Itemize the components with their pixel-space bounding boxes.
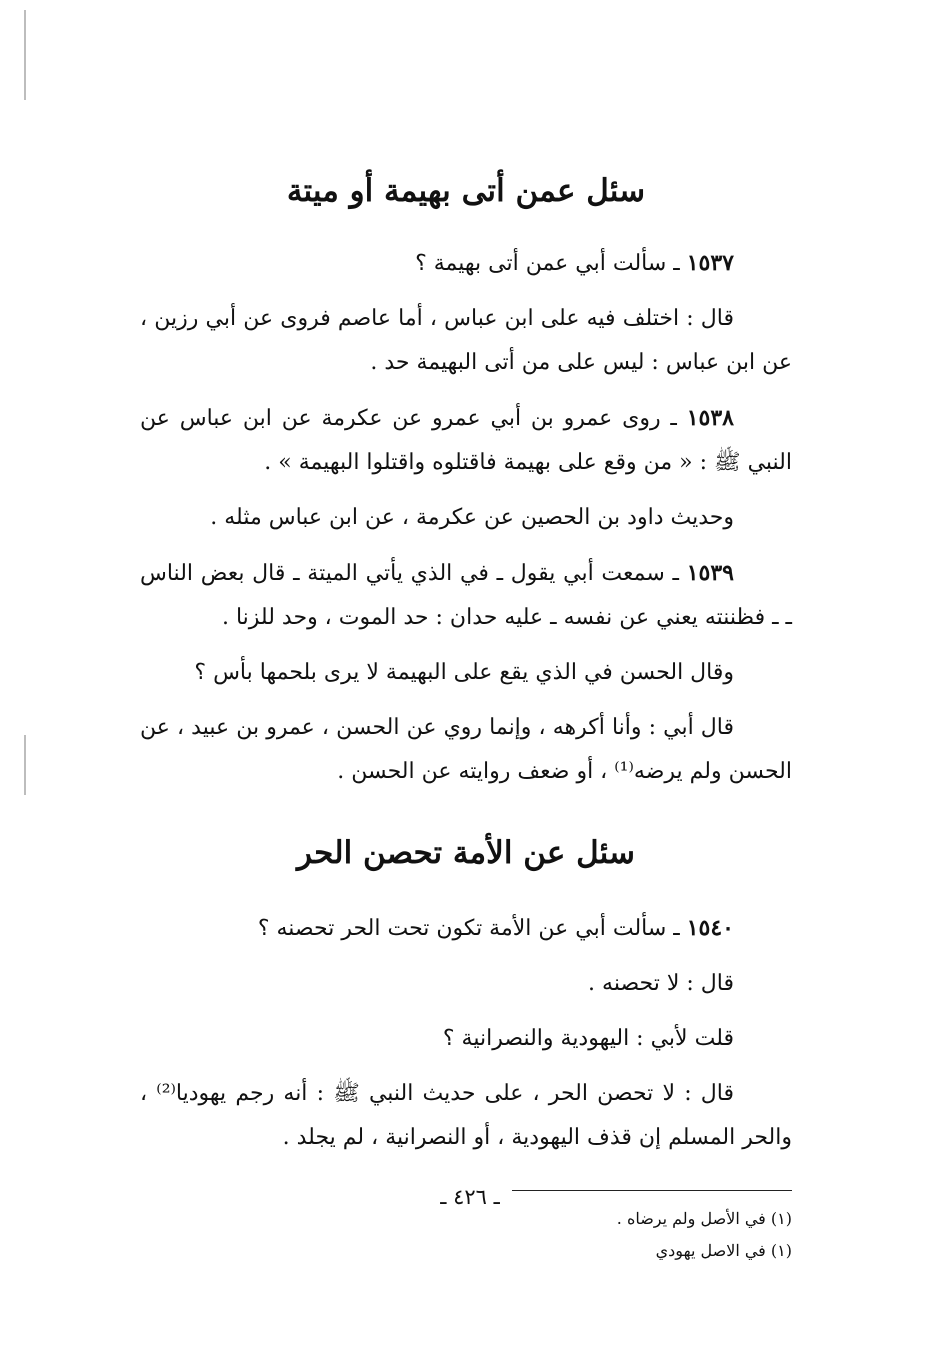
footnote-1: (١) في الأصل ولم يرضاه . [616, 1209, 792, 1228]
paragraph [140, 1017, 792, 1061]
entry-number: ١٥٣٩ [686, 559, 734, 586]
paragraph [140, 651, 792, 695]
entry-1538 [140, 396, 792, 485]
entry-text: ـ سمعت أبي يقول ـ في الذي يأتي الميتة ـ قال بعض الناس ـ ـ فظننته يعني عن نفسه ـ عليه حدان : حد الموت ، وحد للزنا . [140, 560, 792, 630]
entry-number: ١٥٣٧ [686, 249, 734, 276]
section-heading-2: سئل عن الأمة تحصن الحر [297, 834, 635, 871]
paragraph [140, 496, 792, 540]
paragraph-text: قال : اختلف فيه على ابن عباس ، أما عاصم فروى عن أبي رزين ، عن ابن عباس : ليس على من أتى البهيمة حد . [140, 305, 792, 375]
entry-1537 [140, 241, 792, 286]
paragraph-text: قلت لأبي : اليهودية والنصرانية ؟ [442, 1026, 734, 1051]
paragraph-text: قال أبي : وأنا أكرهه ، وإنما روي عن الحسن ، عمرو بن عبيد ، عن الحسن ولم يرضه⁽¹⁾ ، أو ضعف روايته عن الحسن . [140, 714, 792, 784]
entry-text: ـ سألت أبي عمن أتى بهيمة ؟ [415, 250, 687, 276]
paragraph [140, 962, 792, 1006]
entry-text: ـ سألت أبي عن الأمة تكون تحت الحر تحصنه ؟ [257, 916, 687, 941]
paragraph-text: قال : لا تحصنه . [588, 971, 734, 996]
entry-number: ١٥٤٠ [686, 915, 734, 941]
paragraph-text: وحديث داود بن الحصين عن عكرمة ، عن ابن عباس مثله . [210, 504, 734, 530]
section-heading-1: سئل عمن أتى بهيمة أو ميتة [286, 173, 646, 209]
entry-1539 [140, 551, 792, 640]
scan-edge-mark-bottom [24, 735, 26, 795]
entry-text: ـ روى عمرو بن أبي عمرو عن عكرمة عن ابن عباس عن النبي ﷺ : « من وقع على بهيمة فاقتلوه واقتلوا البهيمة » . [140, 405, 792, 475]
paragraph [140, 706, 792, 794]
entry-number: ١٥٣٨ [686, 404, 734, 431]
paragraph [140, 297, 792, 385]
book-page [140, 150, 792, 1267]
scan-edge-mark-top [24, 10, 26, 100]
page-number: ـ ٤٢٦ ـ [440, 1185, 500, 1209]
paragraph-text: قال : لا تحصن الحر ، على حديث النبي ﷺ : أنه رجم يهوديا⁽²⁾ ، والحر المسلم إن قذف اليهودية ، أو النصرانية ، لم يجلد . [140, 1081, 792, 1150]
entry-1540 [140, 906, 792, 951]
footnote-2: (١) في الاصل يهودي [655, 1241, 792, 1260]
paragraph-text: وقال الحسن في الذي يقع على البهيمة لا يرى بلحمها بأس ؟ [194, 659, 734, 685]
paragraph [140, 1072, 792, 1160]
